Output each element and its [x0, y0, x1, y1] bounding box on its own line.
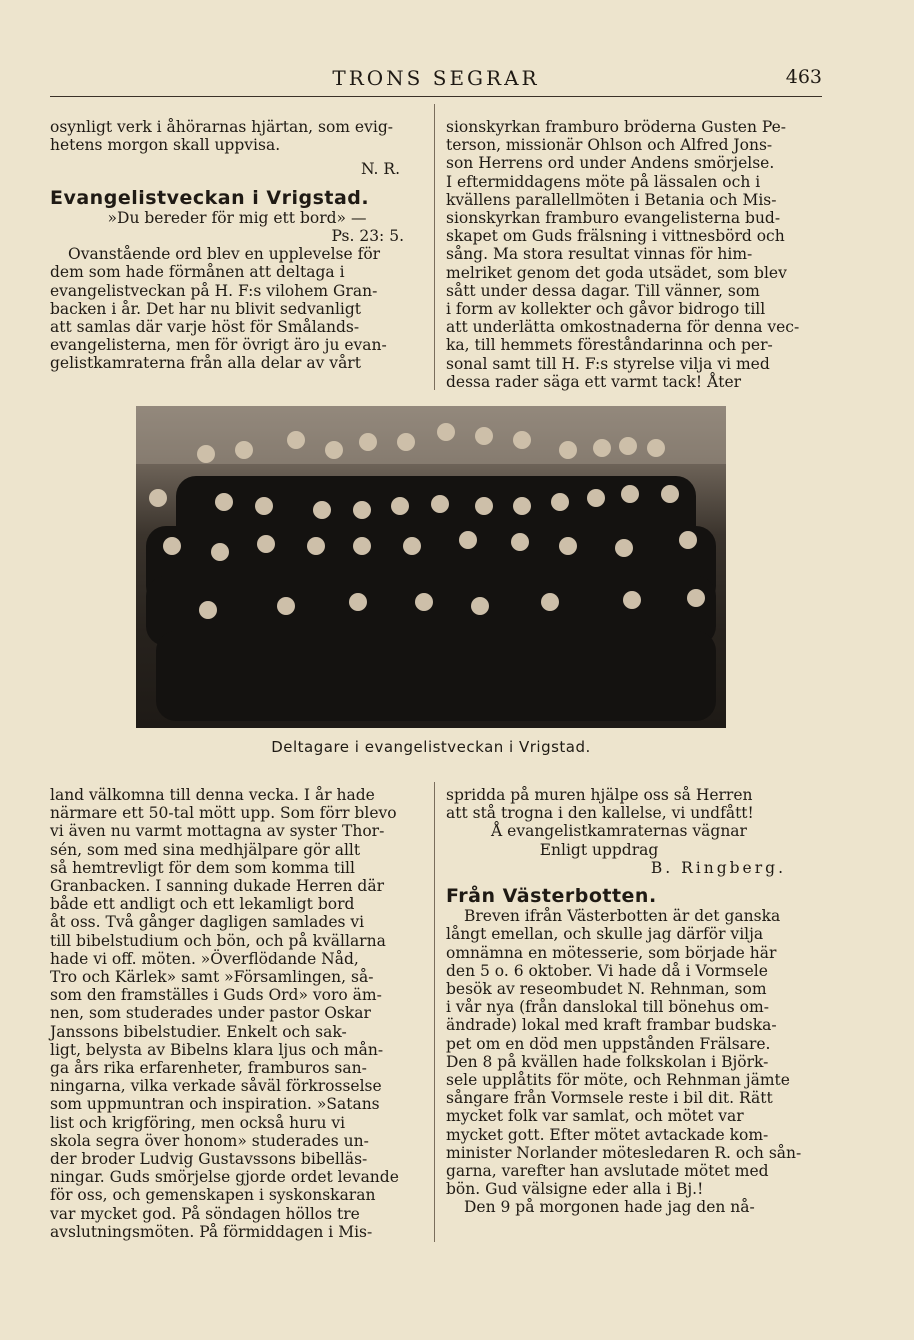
text-line: vi även nu varmt mottagna av syster Thor-: [50, 822, 385, 841]
text-line: Ovanstående ord blev en upplevelse för: [68, 245, 381, 264]
left-bottom-column: [50, 786, 426, 1241]
signature-name: B. Ringberg.: [650, 858, 786, 877]
text-line: ändrade) lokal med kraft frambar budska-: [446, 1016, 777, 1035]
page-number: 463: [785, 66, 822, 88]
scripture-quote: »Du bereder för mig ett bord» —: [107, 208, 367, 227]
text-line: som den framställes i Guds Ord» voro äm-: [50, 986, 382, 1005]
text-line: i form av kollekter och gåvor bidrogo till: [446, 300, 766, 319]
text-line: dessa rader säga ett varmt tack! Åter: [446, 372, 742, 391]
text-line: avslutningsmöten. På förmiddagen i Mis-: [50, 1222, 373, 1241]
text-line: minister Norlander mötesledaren R. och sån-: [446, 1143, 802, 1162]
text-line: sén, som med sina medhjälpare gör allt: [50, 840, 361, 859]
text-line: mycket gott. Efter mötet avtackade kom-: [446, 1125, 769, 1144]
text-line: spridda på muren hjälpe oss så Herren: [446, 786, 753, 804]
text-line: den 5 o. 6 oktober. Vi hade då i Vormsele: [446, 961, 768, 980]
text-line: dem som hade förmånen att deltaga i: [50, 263, 345, 282]
text-line: nen, som studerades under pastor Oskar: [50, 1004, 371, 1023]
text-line: Den 9 på morgonen hade jag den nå-: [464, 1198, 755, 1217]
text-line: för oss, och gemenskapen i syskonskaran: [50, 1186, 376, 1205]
text-line: bön. Gud välsigne eder alla i Bj.!: [446, 1180, 704, 1199]
text-line: osynligt verk i åhörarnas hjärtan, som evig-: [50, 118, 393, 136]
text-line: hade vi off. möten. »Överflödande Nåd,: [50, 949, 359, 968]
text-line: der broder Ludvig Gustavssons bibelläs-: [50, 1150, 368, 1169]
text-line: att underlätta omkostnaderna för denna vec-: [446, 318, 800, 337]
text-line: ligt, belysta av Bibelns klara ljus och mån-: [50, 1040, 384, 1059]
text-line: gelistkamraterna från alla delar av vårt: [50, 354, 361, 373]
text-line: Breven ifrån Västerbotten är det ganska: [464, 907, 781, 926]
text-line: både ett andligt och ett lekamligt bord: [50, 895, 355, 914]
text-line: så hemtrevligt för dem som komma till: [50, 858, 355, 877]
text-line: kvällens parallellmöten i Betania och Mis-: [446, 190, 777, 209]
text-line: Janssons bibelstudier. Enkelt och sak-: [50, 1022, 347, 1041]
text-line: som uppmuntran och inspiration. »Satans: [50, 1095, 380, 1114]
photo-caption: Deltagare i evangelistveckan i Vrigstad.: [271, 738, 591, 756]
text-line: land välkomna till denna vecka. I år hade: [50, 786, 375, 804]
text-line: Tro och Kärlek» samt »Församlingen, så-: [50, 968, 374, 987]
group-photo-figures: [136, 406, 726, 728]
text-line: skapet om Guds frälsning i vittnesbörd och: [446, 227, 785, 246]
text-line: backen i år. Det har nu blivit sedvanligt: [50, 299, 362, 318]
signature-line-2: Enligt uppdrag: [539, 840, 659, 859]
running-title: TRONS SEGRAR: [332, 66, 540, 90]
left-top-column: [50, 118, 424, 373]
article-heading-vrigstad: Evangelistveckan i Vrigstad.: [50, 186, 370, 209]
text-line: i vår nya (från danslokal till bönehus om-: [446, 998, 769, 1017]
text-line: ningarna, vilka verkade såväl förkrosselse: [50, 1077, 382, 1096]
text-line: sionskyrkan framburo bröderna Gusten Pe-: [446, 118, 787, 136]
text-line: till bibelstudium och bön, och på kvällarna: [50, 931, 386, 950]
text-line: att samlas där varje höst för Smålands-: [50, 318, 360, 337]
text-line: besök av reseombudet N. Rehnman, som: [446, 980, 767, 999]
text-line: långt emellan, och skulle jag därför vilja: [446, 925, 764, 944]
text-line: sonal samt till H. F:s styrelse vilja vi med: [446, 354, 770, 373]
text-line: son Herrens ord under Andens smörjelse.: [446, 154, 775, 173]
text-line: evangelistveckan på H. F:s vilohem Gran-: [50, 281, 378, 300]
text-line: Granbacken. I sanning dukade Herren där: [50, 877, 384, 896]
text-line: evangelisterna, men för övrigt äro ju evan-: [50, 336, 387, 355]
text-line: omnämna en mötesserie, som började här: [446, 943, 777, 962]
text-line: sele upplåtits för möte, och Rehnman jämte: [446, 1071, 790, 1090]
text-line: att stå trogna i den kallelse, vi undfått!: [446, 804, 754, 823]
text-line: garna, varefter han avslutade mötet med: [446, 1162, 769, 1181]
text-line: ningar. Guds smörjelse gjorde ordet levande: [50, 1168, 399, 1187]
text-line: sångare från Vormsele reste i bil dit. Rätt: [446, 1089, 773, 1108]
text-line: sionskyrkan framburo evangelisterna bud-: [446, 209, 781, 228]
text-line: I eftermiddagens möte på lässalen och i: [446, 172, 761, 191]
text-line: list och krigföring, men också huru vi: [50, 1113, 346, 1132]
text-line: var mycket god. På söndagen höllos tre: [50, 1204, 360, 1223]
text-line: sått under dessa dagar. Till vänner, som: [446, 281, 760, 300]
text-line: hetens morgon skall uppvisa.: [50, 136, 281, 155]
signature-nr: N. R.: [360, 160, 400, 179]
article-heading-vasterbotten: Från Västerbotten.: [446, 885, 657, 908]
text-line: åt oss. Två gånger dagligen samlades vi: [50, 913, 365, 932]
text-line: ka, till hemmets föreståndarinna och per-: [446, 336, 773, 355]
column-divider-bottom: [434, 782, 435, 1242]
right-bottom-column: [446, 786, 822, 1217]
text-line: skola segra över honom» studerades un-: [50, 1131, 369, 1150]
text-line: melriket genom det goda utsädet, som blev: [446, 263, 787, 282]
text-line: Den 8 på kvällen hade folkskolan i Björk-: [446, 1052, 769, 1071]
group-photo: [136, 406, 726, 728]
text-line: terson, missionär Ohlson och Alfred Jons-: [446, 136, 773, 155]
header-rule: [50, 96, 822, 97]
signature-line-1: Å evangelistkamraternas vägnar: [491, 822, 747, 841]
scripture-reference: Ps. 23: 5.: [331, 227, 404, 246]
text-line: pet om en död men uppstånden Frälsare.: [446, 1034, 771, 1053]
text-line: ga års rika erfarenheter, framburos san-: [50, 1059, 367, 1078]
column-divider-top: [434, 104, 435, 390]
right-top-column: [446, 118, 822, 391]
text-line: närmare ett 50-tal mött upp. Som förr blevo: [50, 804, 397, 823]
text-line: mycket folk var samlat, och mötet var: [446, 1107, 744, 1126]
page-header: [50, 62, 822, 96]
text-line: sång. Ma stora resultat vinnas för him-: [446, 245, 753, 264]
